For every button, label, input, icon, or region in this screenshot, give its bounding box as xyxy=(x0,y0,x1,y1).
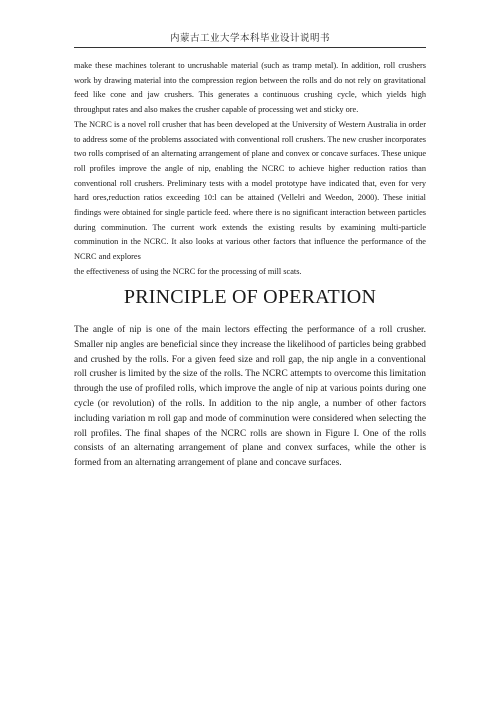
intro-text-block xyxy=(74,59,426,280)
paragraph-ncrc-description: The NCRC is a novel roll crusher that has been developed at the University of Western Australia in order to address some of the problems associated with conventional roll crushers. The new crusher incorporates two rolls comprised of an alternating arrangement of plane and convex or concave surfaces. These unique roll profiles improve the angle of nip, enabling the NCRC to achieve higher reduction ratios than conventional roll crushers. Preliminary tests with a model prototype have indicated that, even for very hard ores,reduction ratios exceeding 10:l can be attained (Vellelri and Weedon, 2000). These initial findings were obtained for single particle feed. where there is no significant interaction between particles during comminution. The current work extends the existing results by examining multi-particle comminution in the NCRC. It also looks at various other factors that influence the performance of the NCRC and explores xyxy=(74,119,426,262)
section-text-block xyxy=(74,323,426,471)
paragraph-angle-of-nip: The angle of nip is one of the main lectors effecting the performance of a roll crusher. Smaller nip angles are beneficial since they increase the likelihood of particles being grabbed and crushed by the rolls. For a given feed size and roll gap, the nip angle in a conventional roll crusher is limited by the size of the rolls. The NCRC attempts to overcome this limitation through the use of profiled rolls, which improve the angle of nip at various points during one cycle (or revolution) of the rolls. In addition to the nip angle, a number of other factors including variation m roll gap and mode of comminution were considered when selecting the roll profiles. The final shapes of the NCRC rolls are shown in Figure I. One of the rolls consists of an alternating arrangement of plane and convex surfaces, while the other is formed from an alternating arrangement of plane and concave surfaces. xyxy=(74,325,426,469)
section-heading: PRINCIPLE OF OPERATION xyxy=(123,286,377,308)
header-divider xyxy=(74,47,426,48)
page-header-title: 内蒙古工业大学本科毕业设计说明书 xyxy=(169,33,330,44)
paragraph-mill-scats: the effectiveness of using the NCRC for the processing of mill scats. xyxy=(74,266,302,276)
paragraph-roll-crusher-advantages: make these machines tolerant to uncrushable material (such as tramp metal). In addition, roll crushers work by drawing material into the compression region between the rolls and do not rely on gravitational feed like cone and jaw crushers. This generates a continuous crushing cycle, which yields high throughput rates and also makes the crusher capable of processing wet and sticky ore. xyxy=(74,61,426,115)
